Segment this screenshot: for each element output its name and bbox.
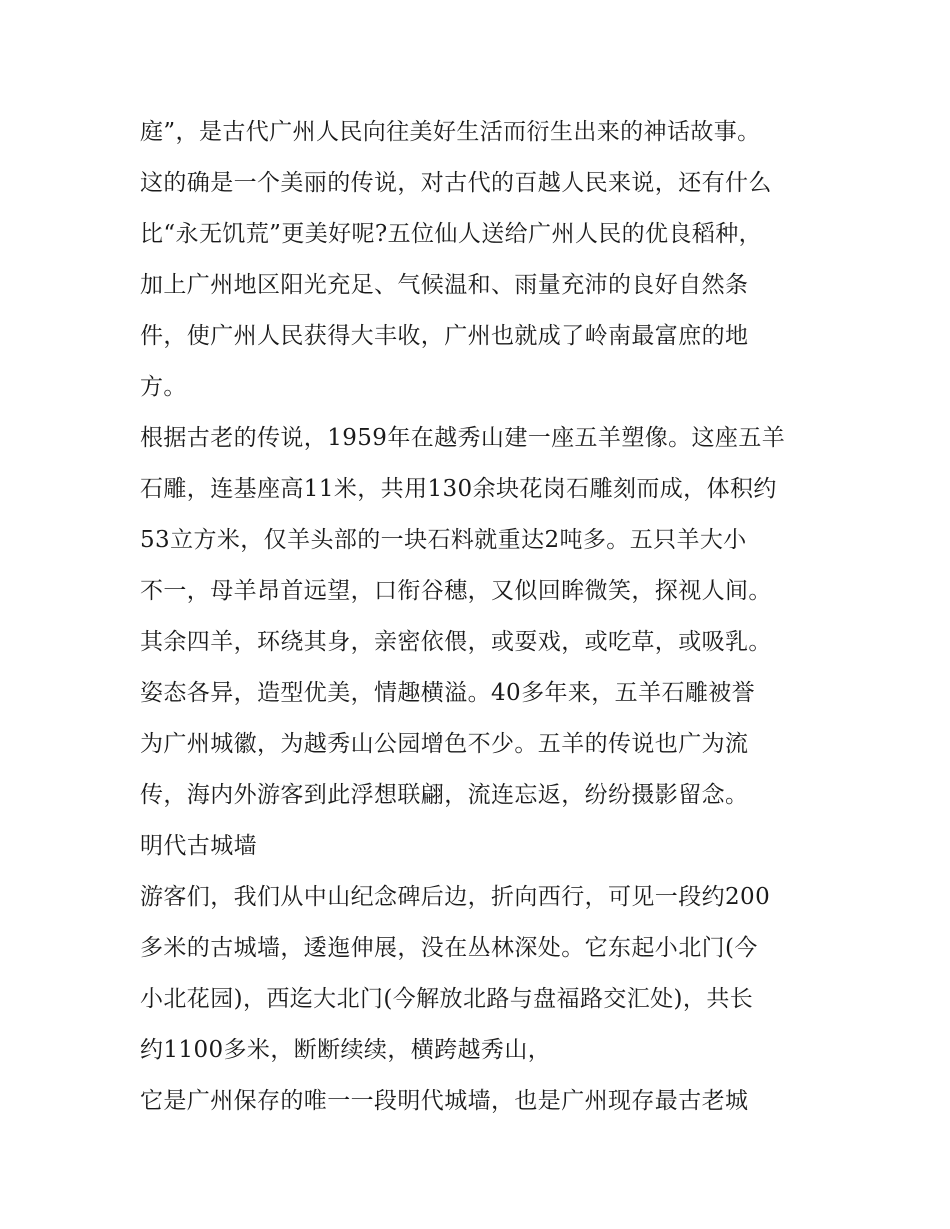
text-line: 游客们，我们从中山纪念碑后边，折向西行，可见一段约200 bbox=[140, 884, 771, 910]
text-line: 根据古老的传说，1959年在越秀山建一座五羊塑像。这座五羊 bbox=[140, 425, 786, 451]
text-line: 比“永无饥荒”更美好呢?五位仙人送给广州人民的优良稻种， bbox=[140, 221, 763, 247]
text-line: 为广州城徽，为越秀山公园增色不少。五羊的传说也广为流 bbox=[140, 731, 749, 757]
text-line: 姿态各异，造型优美，情趣横溢。40多年来，五羊石雕被誉 bbox=[140, 680, 756, 706]
text-line: 件，使广州人民获得大丰收，广州也就成了岭南最富庶的地 bbox=[140, 323, 749, 349]
text-line: 其余四羊，环绕其身，亲密依偎，或耍戏，或吃草，或吸乳。 bbox=[140, 629, 772, 655]
text-line: 它是广州保存的唯一一段明代城墙，也是广州现存最古老城 bbox=[140, 1088, 749, 1114]
text-line: 约1100多米，断断续续，横跨越秀山， bbox=[140, 1037, 552, 1063]
text-line: 不一，母羊昂首远望，口衔谷穗，又似回眸微笑，探视人间。 bbox=[140, 578, 772, 604]
text-line: 53立方米，仅羊头部的一块石料就重达2吨多。五只羊大小 bbox=[140, 527, 747, 553]
text-line: 小北花园)，西迄大北门(今解放北路与盘福路交汇处)，共长 bbox=[140, 986, 754, 1012]
text-line: 传，海内外游客到此浮想联翩，流连忘返，纷纷摄影留念。 bbox=[140, 782, 749, 808]
text-line: 加上广州地区阳光充足、气候温和、雨量充沛的良好自然条 bbox=[140, 272, 749, 298]
section-heading: 明代古城墙 bbox=[140, 833, 257, 859]
text-line: 石雕，连基座高11米，共用130余块花岗石雕刻而成，体积约 bbox=[140, 476, 777, 502]
text-line: 多米的古城墙，逶迤伸展，没在丛林深处。它东起小北门(今 bbox=[140, 935, 758, 961]
body-text bbox=[140, 107, 820, 1127]
text-line: 这的确是一个美丽的传说，对古代的百越人民来说，还有什么 bbox=[140, 170, 772, 196]
text-line: 方。 bbox=[140, 374, 187, 400]
text-line: 庭”，是古代广州人民向往美好生活而衍生出来的神话故事。 bbox=[140, 119, 761, 145]
